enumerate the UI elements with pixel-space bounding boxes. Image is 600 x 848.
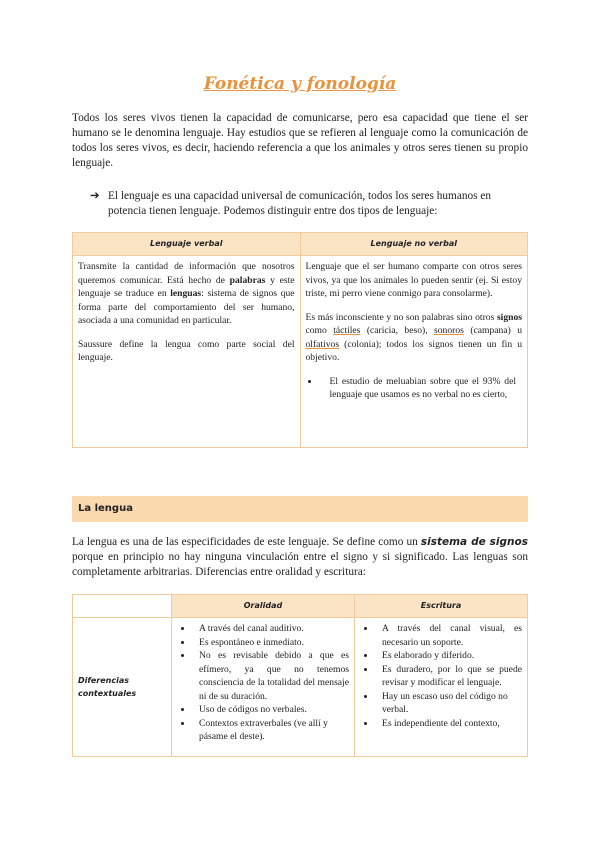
section-heading-lengua: La lengua (72, 496, 528, 522)
list-item: • A través del canal auditivo. (193, 622, 349, 636)
nonverbal-paragraph-1: Lenguaje que el ser humano comparte con otros seres vivos, ya que los animales lo pueden sentir (ej. Si estoy triste, mi perro viene conmigo para consolarme). (305, 261, 522, 299)
row-label: Diferencias contextuales (73, 618, 172, 757)
nonverbal-paragraph-2: Es más inconsciente y no son palabras sino otros signos como táctiles (caricia, beso), sonoros (campana) u olfativos (colonia); todos los signos tienen un fin u objetivo. (305, 311, 523, 363)
list-item: • Es independiente del contexto, (376, 717, 522, 731)
cell-oralidad (172, 618, 355, 757)
lengua-paragraph: La lengua es una de las especificidades de este lenguaje. Se define como un sistema de signos porque en principio no hay ninguna vinculación entre el signo y si significado. Las lenguas son completamente arbitrarias. Diferencias entre oralidad y escritura: (72, 536, 528, 578)
oralidad-escritura-table (72, 594, 528, 757)
header-escritura: Escritura (355, 595, 528, 618)
list-item: • Hay un escaso uso del código no verbal. (376, 690, 522, 717)
cell-nonverbal (300, 256, 528, 448)
intro-paragraph: Todos los seres vivos tienen la capacidad de comunicarse, pero esa capacidad que tiene el ser humano se le denomina lenguaje. Hay estudios que se refieren al lenguaje como la comunicación de todos los seres vivos, es decir, haciendo referencia a que los animales y otros seres tienen su propio lenguaje. (72, 112, 528, 169)
cell-verbal (73, 256, 301, 448)
list-item: • A través del canal visual, es necesario un soporte. (376, 622, 522, 649)
intro-bullet (90, 189, 528, 219)
header-verbal: Lenguaje verbal (73, 233, 301, 256)
list-item: • Uso de códigos no verbales. (193, 703, 349, 717)
intro-bullet-text: El lenguaje es una capacidad universal de comunicación, todos los seres humanos en potencia tienen lenguaje. Podemos distinguir entre dos tipos de lenguaje: (108, 190, 492, 217)
list-item: • Es duradero, por lo que se puede revisar y modificar el lenguaje. (376, 663, 522, 690)
lenguaje-table (72, 232, 528, 448)
cell-escritura (355, 618, 528, 757)
header-oralidad: Oralidad (172, 595, 355, 618)
list-item: • El estudio de meluabian sobre que el 93% del lenguaje que usamos es no verbal no es cierto, (320, 375, 517, 402)
header-nonverbal: Lenguaje no verbal (300, 233, 528, 256)
nonverbal-list (306, 375, 523, 402)
page-title: Fonética y fonología (203, 74, 397, 94)
verbal-paragraph: Transmite la cantidad de información que nosotros queremos comunicar. Está hecho de palabras y este lenguaje se traduce en lenguas: sistema de signos que forma parte del comportamiento del ser humano, asociada a una comunidad en particular. (78, 261, 295, 326)
verbal-saussure: Saussure define la lengua como parte social del lenguaje. (78, 338, 295, 363)
header-empty (73, 595, 172, 618)
list-item: • Es elaborado y diferido. (376, 649, 522, 663)
list-item: • Es espontáneo e inmediato. (193, 636, 349, 650)
list-item: • No es revisable debido a que es efímero, ya que no tenemos consciencia de la totalidad del mensaje ni de su duración. (193, 649, 349, 703)
list-item: • Contextos extraverbales (ve allí y pásame el deste). (193, 717, 349, 744)
arrow-icon: ➔ (90, 190, 100, 202)
